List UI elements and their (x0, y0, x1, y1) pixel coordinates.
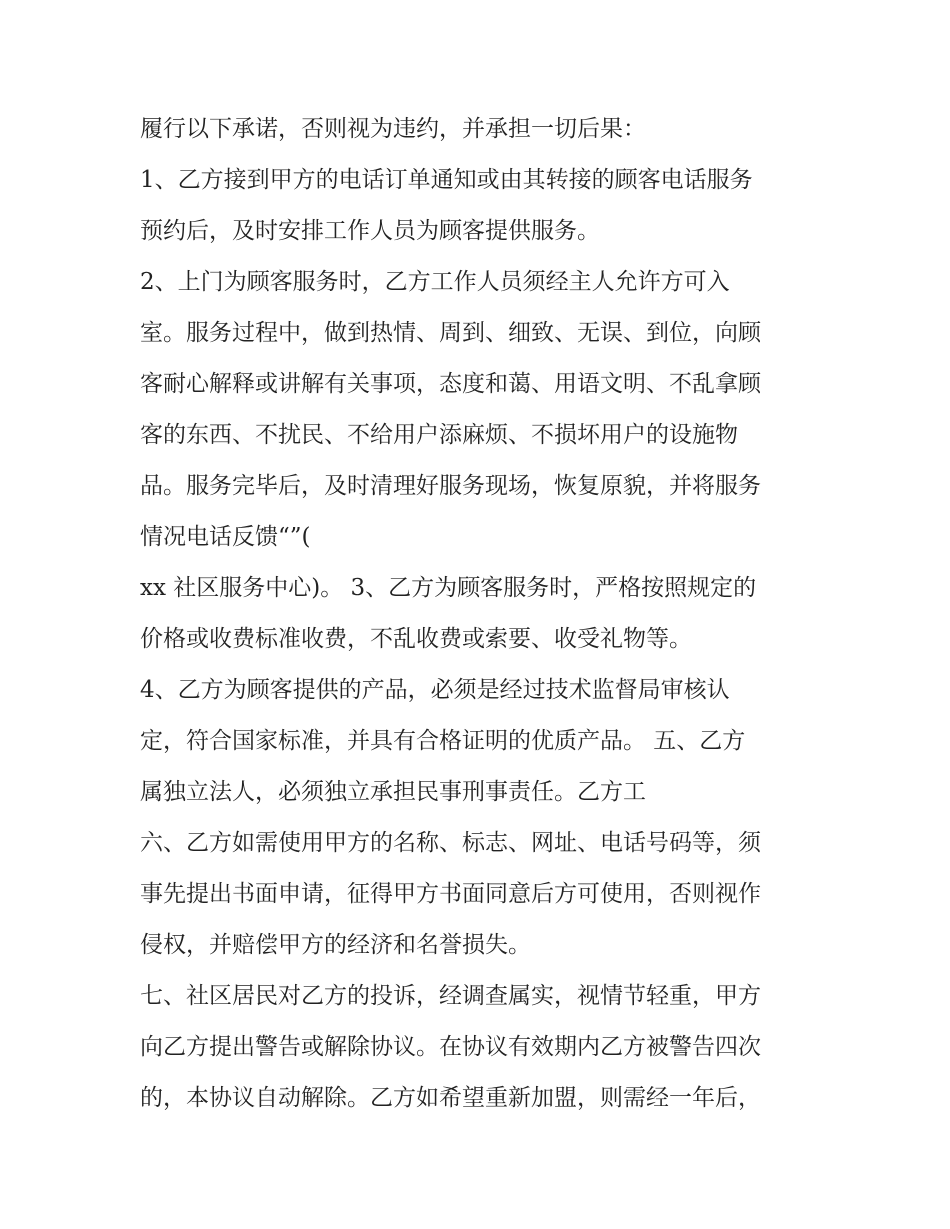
text-line: 预约后，及时安排工作人员为顾客提供服务。 (140, 218, 600, 244)
text-line: 情况电话反馈“”( (140, 524, 311, 550)
agreement-text-block (140, 104, 820, 1124)
text-line: 客的东西、不扰民、不给用户添麻烦、不损坏用户的设施物 (140, 422, 738, 448)
text-line: 七、社区居民对乙方的投诉，经调查属实，视情节轻重，甲方 (140, 983, 761, 1009)
text-line: 向乙方提出警告或解除协议。在协议有效期内乙方被警告四次 (140, 1034, 761, 1060)
text-line: 室。服务过程中，做到热情、周到、细致、无误、到位，向顾 (140, 320, 761, 346)
text-line: 属独立法人，必须独立承担民事刑事责任。乙方工 (140, 779, 646, 805)
text-line: 品。服务完毕后，及时清理好服务现场，恢复原貌，并将服务 (140, 473, 761, 499)
text-line: 2、上门为顾客服务时，乙方工作人员须经主人允许方可入 (140, 269, 730, 295)
text-line: 定，符合国家标准，并具有合格证明的优质产品。 五、乙方 (140, 728, 746, 754)
text-line: 价格或收费标准收费，不乱收费或索要、收受礼物等。 (140, 626, 692, 652)
text-line: 事先提出书面申请，征得甲方书面同意后方可使用，否则视作 (140, 881, 761, 907)
text-line: 的，本协议自动解除。乙方如希望重新加盟，则需经一年后， (140, 1085, 761, 1111)
text-line: 1、乙方接到甲方的电话订单通知或由其转接的顾客电话服务 (140, 167, 753, 193)
text-line: xx 社区服务中心)。 3、乙方为顾客服务时，严格按照规定的 (140, 575, 757, 601)
text-line: 4、乙方为顾客提供的产品，必须是经过技术监督局审核认 (140, 677, 730, 703)
text-line: 侵权，并赔偿甲方的经济和名誉损失。 (140, 932, 531, 958)
text-line: 履行以下承诺，否则视为违约，并承担一切后果： (140, 116, 646, 142)
text-line: 六、乙方如需使用甲方的名称、标志、网址、电话号码等，须 (140, 830, 761, 856)
text-line: 客耐心解释或讲解有关事项，态度和蔼、用语文明、不乱拿顾 (140, 371, 761, 397)
